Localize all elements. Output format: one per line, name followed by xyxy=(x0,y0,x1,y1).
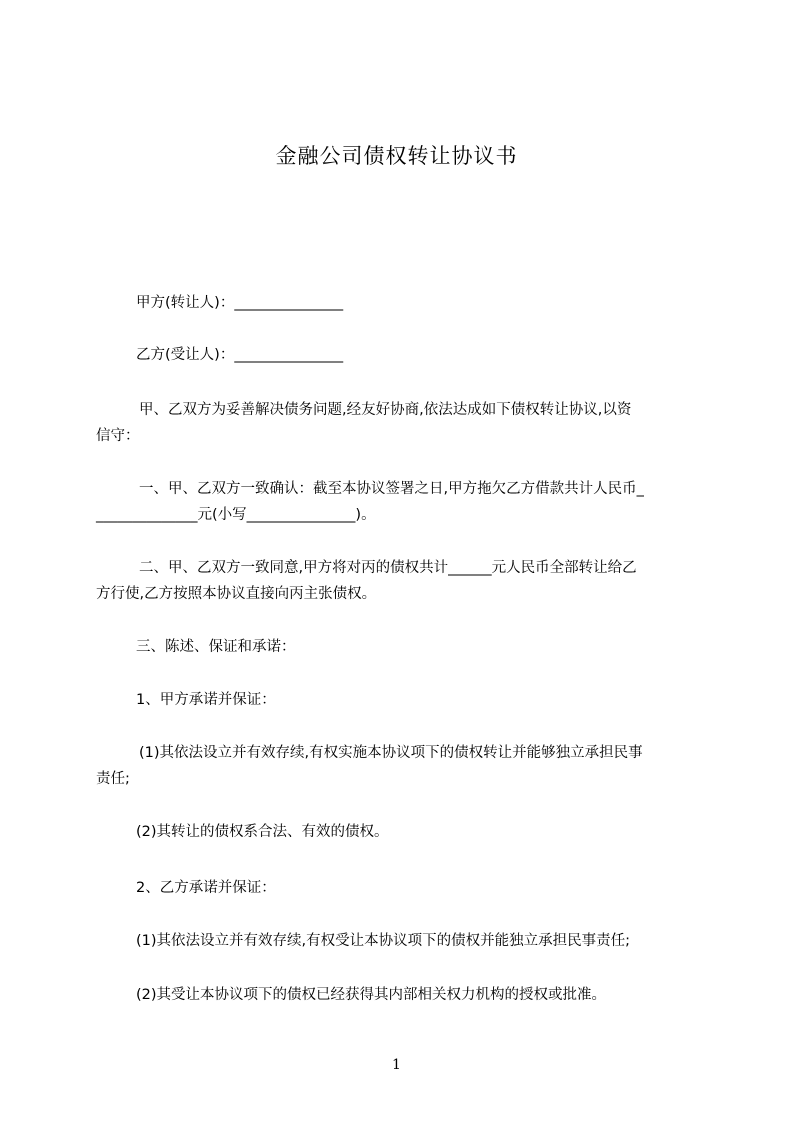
paragraph-line: (2)其受让本协议项下的债权已经获得其内部相关权力机构的授权或批准。 xyxy=(136,987,607,1003)
paragraph-line: 1、甲方承诺并保证： xyxy=(136,692,276,708)
paragraph-line: 乙方(受让人)：_______________ xyxy=(136,347,344,363)
paragraph-line: 甲方(转让人)：_______________ xyxy=(136,295,344,311)
party-b-line xyxy=(136,342,742,368)
paragraph-line: 甲、乙双方为妥善解决债务问题,经友好协商,依法达成如下债权转让协议,以资 xyxy=(139,402,632,418)
paragraph-line: ______________元(小写_______________)。 xyxy=(96,507,376,523)
paragraph-line: 2、乙方承诺并保证： xyxy=(136,880,276,896)
clause-3-2-2-paragraph xyxy=(136,982,742,1008)
party-a-line xyxy=(136,290,742,316)
paragraph-line: 信守： xyxy=(96,428,140,444)
paragraph-line: 责任; xyxy=(96,771,130,787)
intro-paragraph xyxy=(96,397,702,449)
clause-3-1-1-paragraph xyxy=(96,740,702,792)
paragraph-line: 方行使,乙方按照本协议直接向丙主张债权。 xyxy=(96,586,377,602)
paragraph-line: 三、陈述、保证和承诺： xyxy=(136,639,296,655)
clause-3-1-2-paragraph xyxy=(136,819,742,845)
clause-3-heading xyxy=(136,634,742,660)
page-number: 1 xyxy=(392,1057,401,1073)
paragraph-line: 一、甲、乙双方一致确认：截至本协议签署之日,甲方拖欠乙方借款共计人民币_ xyxy=(139,481,644,497)
paragraph-line: 二、甲、乙双方一致同意,甲方将对丙的债权共计______元人民币全部转让给乙 xyxy=(139,560,637,576)
paragraph-line: (1)其依法设立并有效存续,有权实施本协议项下的债权转让并能够独立承担民事 xyxy=(139,745,643,761)
clause-3-2-heading xyxy=(136,875,742,901)
paragraph-line: (2)其转让的债权系合法、有效的债权。 xyxy=(136,824,389,840)
clause-2-paragraph xyxy=(96,555,702,607)
document-title: 金融公司债权转让协议书 xyxy=(275,144,518,168)
clause-1-paragraph xyxy=(96,476,702,528)
clause-3-1-heading xyxy=(136,687,742,713)
clause-3-2-1-paragraph xyxy=(136,928,742,954)
paragraph-line: (1)其依法设立并有效存续,有权受让本协议项下的债权并能独立承担民事责任; xyxy=(136,933,631,949)
